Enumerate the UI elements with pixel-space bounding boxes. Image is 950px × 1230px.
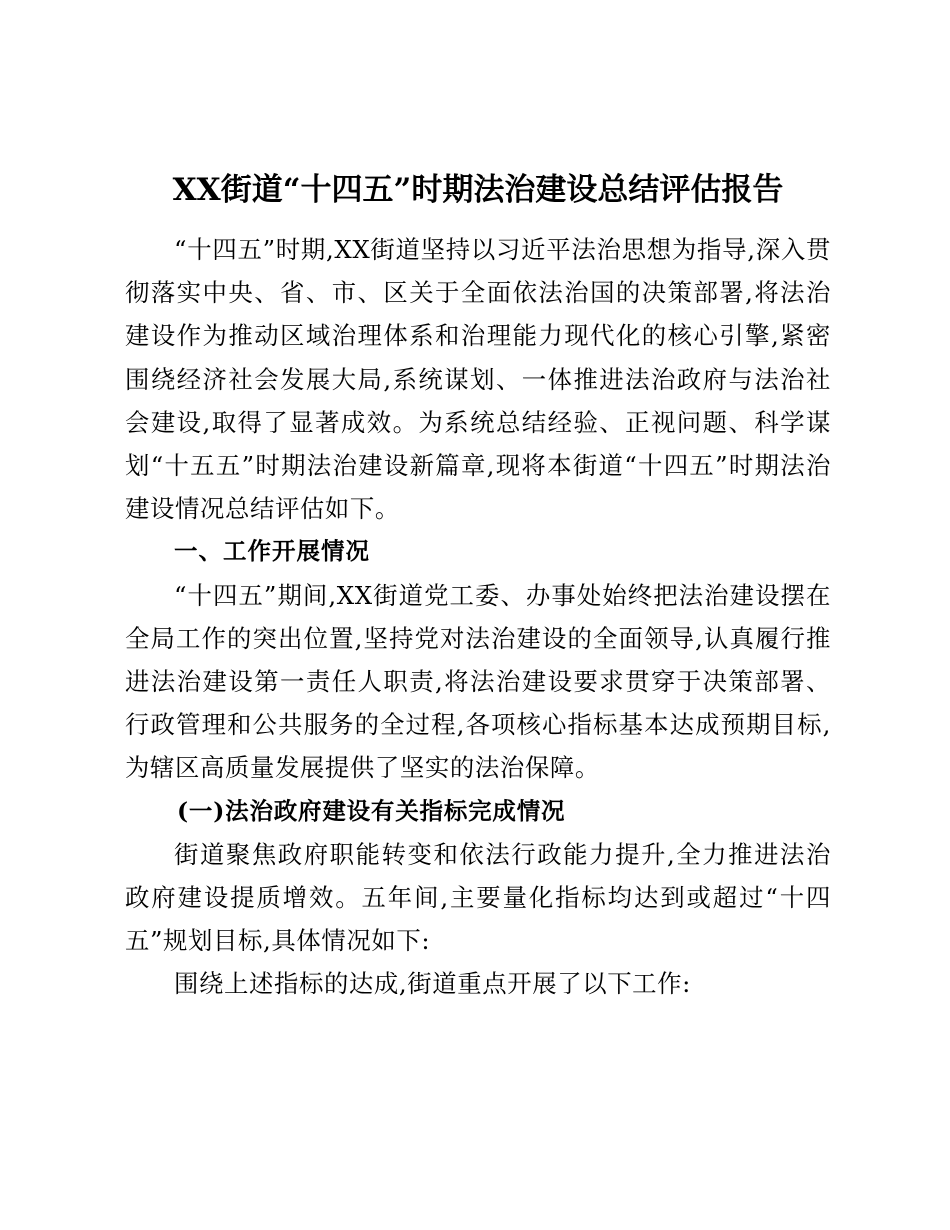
document-body (125, 165, 831, 1006)
subsection-heading-rule-of-law-government: (一)法治政府建设有关指标完成情况 (177, 796, 566, 825)
subsection-1-paragraph-1: 街道聚焦政府职能转变和依法行政能力提升,全力推进法治政府建设提质增效。五年间,主要量化指标均达到或超过“十四五”规划目标,具体情况如下: (125, 839, 831, 956)
intro-paragraph: “十四五”时期,XX街道坚持以习近平法治思想为指导,深入贯彻落实中央、省、市、区关于全面依法治国的决策部署,将法治建设作为推动区域治理体系和治理能力现代化的核心引擎,紧密围绕经济社会发展大局,系统谋划、一体推进法治政府与法治社会建设,取得了显著成效。为系统总结经验、正视问题、科学谋划“十五五”时期法治建设新篇章,现将本街道“十四五”时期法治建设情况总结评估如下。 (125, 235, 831, 524)
section-heading-work-progress: 一、工作开展情况 (174, 537, 370, 566)
document-title: XX街道“十四五”时期法治建设总结评估报告 (172, 172, 784, 208)
section-1-paragraph: “十四五”期间,XX街道党工委、办事处始终把法治建设摆在全局工作的突出位置,坚持党对法治建设的全面领导,认真履行推进法治建设第一责任人职责,将法治建设要求贯穿于决策部署、行政管理和公共服务的全过程,各项核心指标基本达成预期目标,为辖区高质量发展提供了坚实的法治保障。 (125, 580, 831, 783)
subsection-1-paragraph-2: 围绕上述指标的达成,街道重点开展了以下工作: (174, 969, 691, 999)
